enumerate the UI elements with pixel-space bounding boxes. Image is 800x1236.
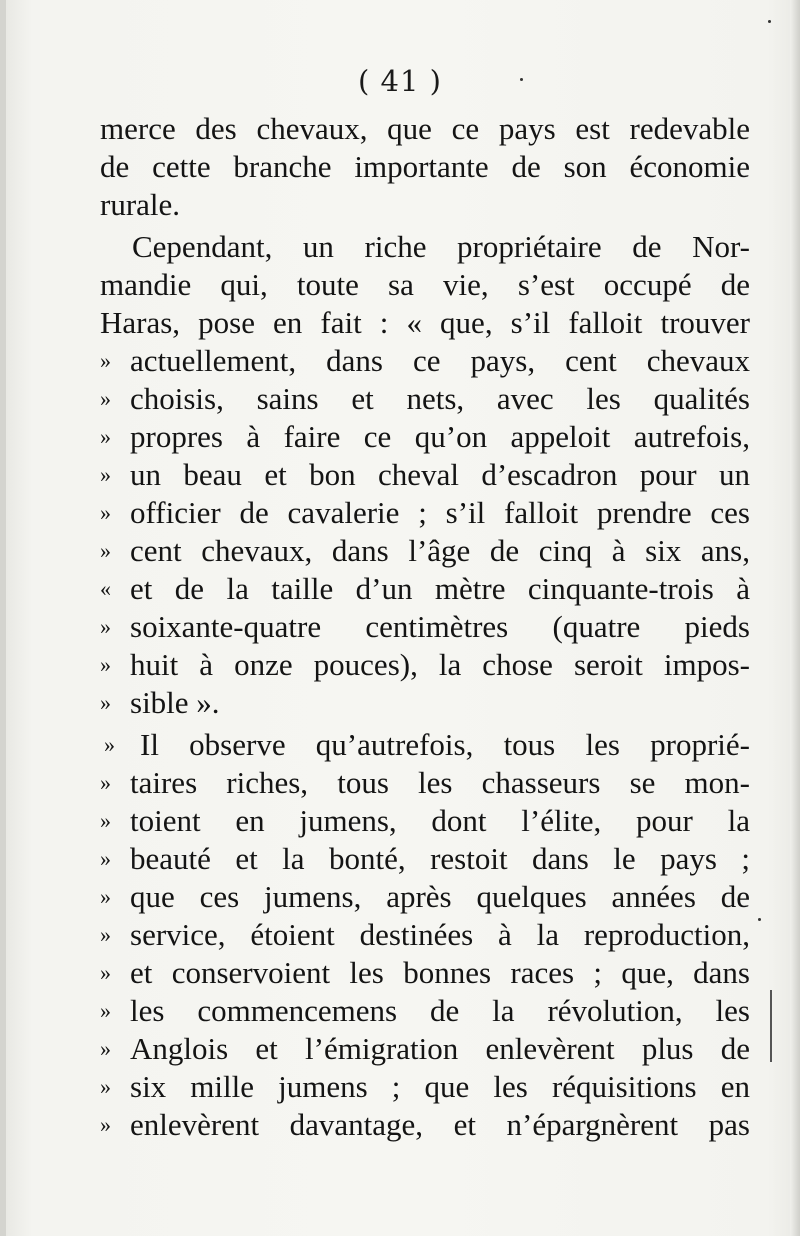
text-line-content: service, étoient destinées à la reproduction, [130, 917, 750, 952]
quote-mark: » [100, 614, 111, 639]
text-line-7 [100, 342, 750, 380]
text-line-25 [100, 1030, 750, 1068]
quote-mark: » [104, 732, 115, 757]
text-line-content: choisis, sains et nets, avec les qualités [130, 381, 750, 416]
text-line-14 [100, 608, 750, 646]
quote-mark: » [100, 652, 111, 677]
text-line-content: Anglois et l’émigration enlevèrent plus de [130, 1031, 750, 1066]
quote-mark: » [100, 500, 111, 525]
text-line-6 [100, 304, 750, 342]
quote-mark: » [100, 998, 111, 1023]
text-line-3 [100, 186, 750, 224]
quote-mark: » [100, 846, 111, 871]
text-line-content: que ces jumens, après quelques années de [130, 879, 750, 914]
text-line-content: sible ». [130, 685, 220, 720]
text-line-content: Il observe qu’autrefois, tous les proprié- [140, 727, 750, 762]
text-line-content: merce des chevaux, que ce pays est redevable [100, 111, 750, 146]
page-body-text [100, 110, 750, 1144]
text-line-15 [100, 646, 750, 684]
text-line-26 [100, 1068, 750, 1106]
quote-mark: » [100, 960, 111, 985]
text-line-13 [100, 570, 750, 608]
margin-mark [770, 990, 772, 1062]
text-line-content: et de la taille d’un mètre cinquante-trois à [130, 571, 750, 606]
quote-mark: » [100, 538, 111, 563]
text-line-content: toient en jumens, dont l’élite, pour la [130, 803, 750, 838]
text-line-content: actuellement, dans ce pays, cent chevaux [130, 343, 750, 378]
text-line-23 [100, 954, 750, 992]
quote-mark: » [100, 884, 111, 909]
quote-mark: » [100, 386, 111, 411]
text-line-21 [100, 878, 750, 916]
text-line-4 [100, 228, 750, 266]
quote-mark: » [100, 424, 111, 449]
text-line-27 [100, 1106, 750, 1144]
text-line-19 [100, 802, 750, 840]
ink-speck [768, 20, 771, 23]
quote-mark: » [100, 690, 111, 715]
text-line-16 [100, 684, 750, 722]
text-line-10 [100, 456, 750, 494]
quote-mark: » [100, 1112, 111, 1137]
text-line-9 [100, 418, 750, 456]
text-line-content: soixante-quatre centimètres (quatre pieds [130, 609, 750, 644]
text-line-content: mandie qui, toute sa vie, s’est occupé de [100, 267, 750, 302]
text-line-18 [100, 764, 750, 802]
text-line-2 [100, 148, 750, 186]
ink-speck [758, 918, 761, 921]
text-line-content: huit à onze pouces), la chose seroit impos- [130, 647, 750, 682]
text-line-content: un beau et bon cheval d’escadron pour un [130, 457, 750, 492]
quote-mark: « [100, 576, 111, 601]
quote-mark: » [100, 1036, 111, 1061]
quote-mark: » [100, 1074, 111, 1099]
text-line-11 [100, 494, 750, 532]
text-line-17 [100, 726, 750, 764]
quote-mark: » [100, 348, 111, 373]
text-line-content: propres à faire ce qu’on appeloit autrefois, [130, 419, 750, 454]
quote-mark: » [100, 808, 111, 833]
page-left-edge [0, 0, 6, 1236]
text-line-content: enlevèrent davantage, et n’épargnèrent pas [130, 1107, 750, 1142]
quote-mark: » [100, 770, 111, 795]
text-line-content: officier de cavalerie ; s’il falloit prendre ces [130, 495, 750, 530]
text-line-24 [100, 992, 750, 1030]
text-line-content: six mille jumens ; que les réquisitions en [130, 1069, 750, 1104]
text-line-content: cent chevaux, dans l’âge de cinq à six ans, [130, 533, 750, 568]
text-line-content: beauté et la bonté, restoit dans le pays ; [130, 841, 750, 876]
text-line-1 [100, 110, 750, 148]
text-line-content: de cette branche importante de son économie [100, 149, 750, 184]
quote-mark: » [100, 462, 111, 487]
text-line-content: les commencemens de la révolution, les [130, 993, 750, 1028]
text-line-content: Haras, pose en fait : « que, s’il falloit trouver [100, 305, 750, 340]
text-line-12 [100, 532, 750, 570]
text-line-22 [100, 916, 750, 954]
text-line-content: et conservoient les bonnes races ; que, dans [130, 955, 750, 990]
text-line-20 [100, 840, 750, 878]
page-number: ( 41 ) [358, 64, 442, 98]
quote-mark: » [100, 922, 111, 947]
text-line-8 [100, 380, 750, 418]
text-line-content: rurale. [100, 187, 181, 222]
text-line-content: Cependant, un riche propriétaire de Nor- [132, 229, 750, 264]
text-line-content: taires riches, tous les chasseurs se mon- [130, 765, 750, 800]
page-right-edge [790, 0, 800, 1236]
text-line-5 [100, 266, 750, 304]
